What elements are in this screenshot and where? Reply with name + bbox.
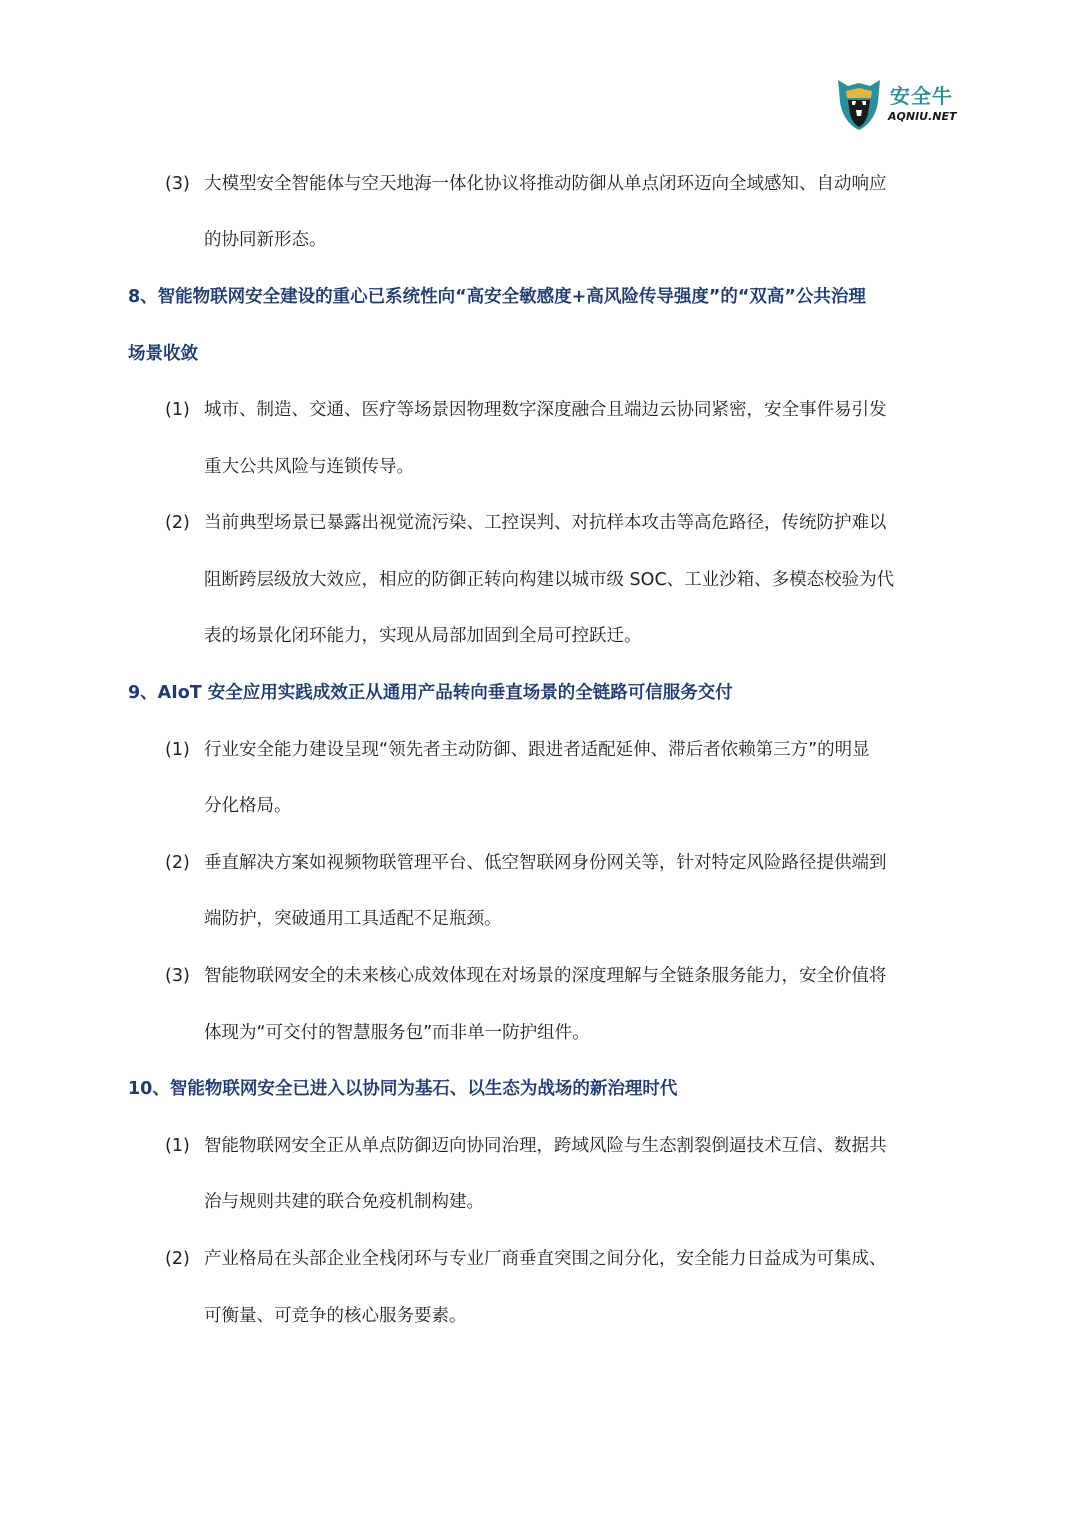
list-item-text: 治与规则共建的联合免疫机制构建。 bbox=[204, 1192, 484, 1212]
list-item-text: 表的场景化闭环能力，实现从局部加固到全局可控跃迁。 bbox=[204, 626, 642, 646]
list-item-text: 智能物联网安全正从单点防御迈向协同治理，跨域风险与生态割裂倒逼技术互信、数据共 bbox=[204, 1136, 887, 1156]
list-item-number: (2) bbox=[165, 513, 190, 533]
section-heading: 10、智能物联网安全已进入以协同为基石、以生态为战场的新治理时代 bbox=[128, 1079, 678, 1099]
list-item-text: 可衡量、可竞争的核心服务要素。 bbox=[204, 1306, 467, 1326]
list-item-number: (3) bbox=[165, 174, 190, 194]
aqniu-shield-icon bbox=[834, 76, 884, 132]
list-item-text: 端防护，突破通用工具适配不足瓶颈。 bbox=[204, 909, 502, 929]
list-item-number: (1) bbox=[165, 740, 190, 760]
list-item-text: 重大公共风险与连锁传导。 bbox=[204, 457, 414, 477]
list-item-text: 分化格局。 bbox=[204, 796, 292, 816]
list-item-text: 城市、制造、交通、医疗等场景因物理数字深度融合且端边云协同紧密，安全事件易引发 bbox=[204, 400, 887, 420]
section-heading: 8、智能物联网安全建设的重心已系统性向“高安全敏感度+高风险传导强度”的“双高”公共治理 bbox=[128, 287, 866, 307]
list-item-number: (2) bbox=[165, 853, 190, 873]
section-heading: 场景收敛 bbox=[128, 344, 198, 364]
list-item-text: 产业格局在头部企业全栈闭环与专业厂商垂直突围之间分化，安全能力日益成为可集成、 bbox=[204, 1249, 887, 1269]
logo-text-cn: 安全牛 bbox=[890, 84, 953, 108]
section-heading: 9、AIoT 安全应用实践成效正从通用产品转向垂直场景的全链路可信服务交付 bbox=[128, 683, 733, 703]
list-item-number: (3) bbox=[165, 966, 190, 986]
list-item-text: 智能物联网安全的未来核心成效体现在对场景的深度理解与全链条服务能力，安全价值将 bbox=[204, 966, 887, 986]
list-item-number: (1) bbox=[165, 400, 190, 420]
list-item-text: 阻断跨层级放大效应，相应的防御正转向构建以城市级 SOC、工业沙箱、多模态校验为代 bbox=[204, 570, 895, 590]
list-item-number: (2) bbox=[165, 1249, 190, 1269]
logo-text-en: AQNIU.NET bbox=[888, 110, 957, 123]
list-item-text: 大模型安全智能体与空天地海一体化协议将推动防御从单点闭环迈向全域感知、自动响应 bbox=[204, 174, 887, 194]
list-item-text: 当前典型场景已暴露出视觉流污染、工控误判、对抗样本攻击等高危路径，传统防护难以 bbox=[204, 513, 887, 533]
aqniu-logo bbox=[834, 76, 958, 132]
list-item-text: 行业安全能力建设呈现“领先者主动防御、跟进者适配延伸、滞后者依赖第三方”的明显 bbox=[204, 740, 870, 760]
list-item-text: 体现为“可交付的智慧服务包”而非单一防护组件。 bbox=[204, 1023, 590, 1043]
list-item-text: 垂直解决方案如视频物联管理平台、低空智联网身份网关等，针对特定风险路径提供端到 bbox=[204, 853, 887, 873]
list-item-number: (1) bbox=[165, 1136, 190, 1156]
list-item-text: 的协同新形态。 bbox=[204, 230, 327, 250]
